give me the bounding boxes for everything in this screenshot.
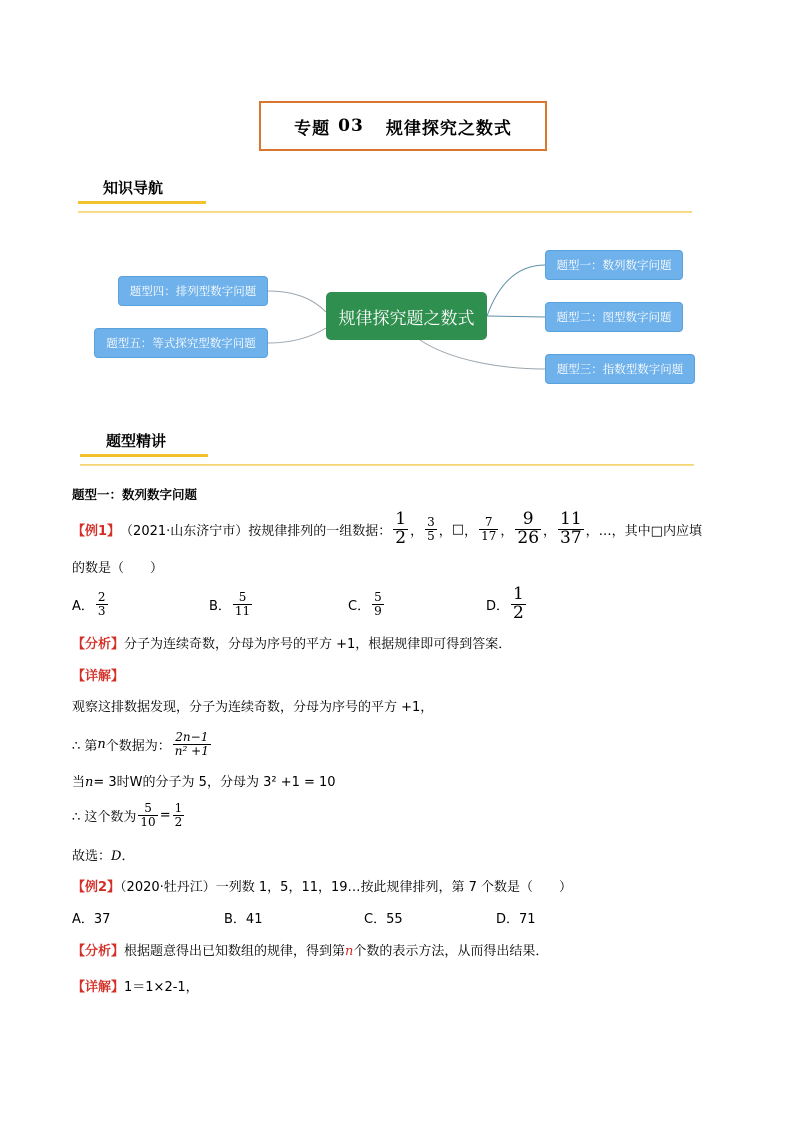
nav-heading: 知识导航 [103,179,164,197]
example1-detail-line3: 当n= 3时W的分子为 5，分母为 3² +1 = 10 [72,775,336,790]
type1-heading: 题型一：数列数字问题 [72,487,198,502]
title-name: 规律探究之数式 [385,118,512,139]
example2-detail: 【详解】1＝1×2-1， [72,980,199,995]
example1-option-d: D． $\frac{1}{2}$ [486,583,524,623]
mindmap-center-node: 规律探究题之数式 [326,292,487,340]
connector-right-3 [420,340,545,369]
mindmap-node-type4: 题型四：排列型数字问题 [118,276,268,306]
seq-fraction-3: $\frac{7}{17}$ [481,514,497,543]
example1-option-a: A． $\frac{2}{3}$ [72,589,106,618]
example2-option-b: B．41 [224,912,263,927]
example1-question: 【例1】 （2021·山东济宁市）按规律排列的一组数据： $\frac{1}{2}$ ， $\frac{3}{5}$ ， □ ， $\frac{7}{17}$ ， $\frac{9}{26}$ ， $\frac{11}{37}$ ，…，其中□内应填 [72,508,702,548]
connector-left-2 [268,328,326,343]
connector-right-2 [487,316,545,317]
lecture-heading: 题型精讲 [106,432,167,450]
seq-fraction-1: $\frac{1}{2}$ [395,508,407,548]
lecture-divider [80,464,694,466]
title-number: 03 [338,116,364,136]
example1-option-c: C． $\frac{5}{9}$ [348,589,382,618]
seq-fraction-2: $\frac{3}{5}$ [427,514,435,543]
mindmap-node-type1: 题型一：数列数字问题 [545,250,683,280]
seq-fraction-5: $\frac{11}{37}$ [560,508,582,548]
seq-fraction-4: $\frac{9}{26}$ [517,508,540,548]
example1-detail-line1: 观察这排数据发现，分子为连续奇数，分母为序号的平方 +1， [72,700,434,715]
mindmap-node-type5: 题型五：等式探究型数字问题 [94,328,268,358]
example2-analysis: 【分析】根据题意得出已知数组的规律，得到第n个数的表示方法，从而得出结果． [72,944,549,959]
example1-label: 【例1】 [72,523,121,539]
example2-option-d: D．71 [496,912,536,927]
example1-detail-label: 【详解】 [72,669,125,684]
title-prefix: 专题 [294,118,331,139]
mindmap-node-type3: 题型三：指数型数字问题 [545,354,695,384]
example2-option-a: A．37 [72,912,111,927]
example1-answer: 故选：D． [72,849,135,864]
example1-analysis: 【分析】分子为连续奇数，分母为序号的平方 +1，根据规律即可得到答案． [72,637,512,652]
example2-option-c: C．55 [364,912,403,927]
example1-detail-result: ∴ 这个数为 $\frac{5}{10}$ = $\frac{1}{2}$ [72,800,183,829]
connector-left-1 [268,291,326,312]
lecture-heading-underline [80,454,208,457]
example1-source: （2021·山东济宁市）按规律排列的一组数据： [120,523,392,539]
mindmap-node-type2: 题型二：图型数字问题 [545,302,683,332]
example1-tail: ，…，其中□内应填 [585,523,702,539]
blank-box: □ [451,521,465,537]
example1-detail-formula: ∴ 第 n 个数据为： $\frac{2n-1}{\text{n² +1}}$ [72,729,209,758]
example1-option-b: B． $\frac{5}{11}$ [209,589,251,618]
connector-right-1 [487,265,545,316]
example2-question: 【例2】（2020·牡丹江）一列数 1，5，11，19…按此规律排列，第 7 个数是（ ） [72,880,573,895]
example1-question-line2: 的数是（ ） [72,561,164,576]
